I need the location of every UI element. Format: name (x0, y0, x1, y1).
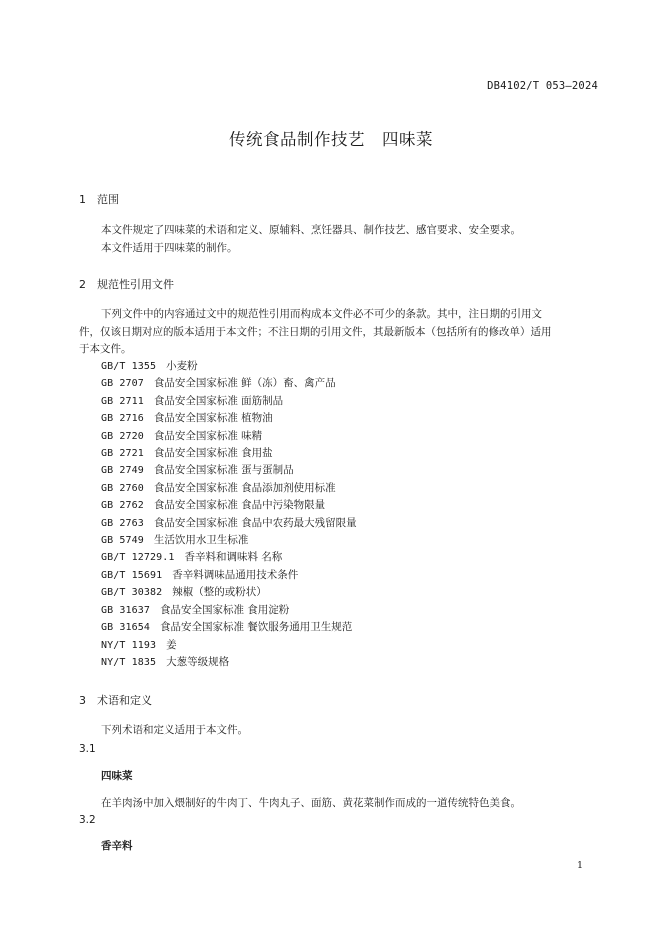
scope-paragraph (79, 222, 597, 257)
reference-title: 姜 (166, 638, 177, 651)
paragraph-line: 下列文件中的内容通过文中的规范性引用而构成本文件必不可少的条款。其中，注日期的引用文 (101, 308, 542, 320)
reference-code: GB 31637 (101, 604, 150, 616)
reference-title: 食品安全国家标准 鲜（冻）畜、禽产品 (153, 377, 336, 390)
section-heading-normative (79, 276, 174, 292)
reference-item (101, 567, 357, 584)
clause-number-3-2: 3.2 (79, 814, 96, 826)
reference-title: 食品安全国家标准 植物油 (153, 412, 273, 425)
section-number: 2 (79, 278, 86, 291)
reference-item (101, 637, 357, 654)
term-title-siweicai: 四味菜 (101, 770, 133, 782)
reference-code: GB 31654 (101, 622, 150, 634)
reference-item (101, 602, 357, 619)
terms-intro (79, 722, 597, 740)
reference-title: 食品安全国家标准 食用盐 (153, 447, 273, 460)
reference-title: 食品安全国家标准 蛋与蛋制品 (153, 464, 294, 477)
paragraph-line: 本文件规定了四味菜的术语和定义、原辅料、烹饪器具、制作技艺、感官要求、安全要求。 (101, 224, 521, 236)
normative-intro (79, 306, 597, 359)
reference-code: GB 2716 (101, 413, 144, 425)
reference-code: GB 2762 (101, 500, 144, 512)
term-definition: 在羊肉汤中加入煨制好的牛肉丁、牛肉丸子、面筋、黄花菜制作而成的一道传统特色美食。 (101, 797, 521, 809)
reference-code: GB 2749 (101, 465, 144, 477)
reference-title: 生活饮用水卫生标准 (153, 534, 249, 547)
reference-title: 食品安全国家标准 食品添加剂使用标准 (153, 481, 336, 494)
paragraph-line: 件，仅该日期对应的版本适用于本文件；不注日期的引用文件，其最新版本（包括所有的修改单）适用 (79, 325, 552, 338)
reference-title: 食品安全国家标准 餐饮服务通用卫生规范 (159, 621, 353, 634)
reference-item (101, 515, 357, 532)
reference-code: GB 2763 (101, 517, 144, 529)
reference-title: 食品安全国家标准 味精 (153, 429, 263, 442)
reference-item (101, 654, 357, 671)
reference-title: 辣椒（整的或粉状） (172, 586, 267, 599)
reference-item (101, 445, 357, 462)
reference-item (101, 619, 357, 636)
section-number: 3 (79, 694, 86, 707)
reference-item (101, 358, 357, 375)
reference-title: 小麦粉 (166, 360, 198, 372)
paragraph-line: 于本文件。 (79, 343, 132, 355)
reference-code: GB 5749 (101, 535, 144, 547)
reference-title: 香辛料调味品通用技术条件 (172, 568, 299, 581)
reference-item (101, 584, 357, 601)
document-code: DB4102/T 053—2024 (487, 80, 598, 92)
reference-code: GB 2707 (101, 378, 144, 390)
section-number: 1 (79, 193, 86, 206)
reference-title: 大葱等级规格 (166, 655, 230, 668)
reference-code: GB 2720 (101, 430, 144, 442)
reference-code: GB/T 1355 (101, 361, 157, 372)
reference-item (101, 532, 357, 549)
reference-item (101, 410, 357, 427)
paragraph-line: 下列术语和定义适用于本文件。 (101, 724, 248, 736)
reference-title: 香辛料和调味料 名称 (184, 551, 283, 564)
reference-item (101, 497, 357, 514)
document-title: 传统食品制作技艺 四味菜 (229, 130, 433, 149)
reference-item (101, 428, 357, 445)
section-title: 规范性引用文件 (97, 278, 174, 291)
reference-title: 食品安全国家标准 面筋制品 (153, 394, 284, 407)
clause-number-3-1: 3.1 (79, 743, 96, 755)
section-title: 术语和定义 (97, 694, 152, 707)
reference-title: 食品安全国家标准 食品中农药最大残留限量 (153, 516, 357, 529)
reference-title: 食品安全国家标准 食用淀粉 (159, 603, 290, 616)
section-title: 范围 (97, 193, 119, 206)
reference-code: GB 2711 (101, 395, 144, 407)
term-title-spices: 香辛料 (101, 840, 133, 852)
page-number: 1 (576, 860, 583, 871)
reference-item (101, 375, 357, 392)
reference-list (101, 358, 357, 671)
reference-item (101, 462, 357, 479)
reference-code: NY/T 1193 (101, 639, 157, 651)
reference-item (101, 549, 357, 566)
reference-title: 食品安全国家标准 食品中污染物限量 (153, 499, 326, 512)
reference-code: GB/T 30382 (101, 587, 163, 599)
section-heading-terms (79, 692, 152, 708)
reference-item (101, 480, 357, 497)
reference-code: GB/T 12729.1 (101, 552, 175, 564)
reference-code: GB 2721 (101, 448, 144, 460)
reference-item (101, 393, 357, 410)
reference-code: GB 2760 (101, 482, 144, 494)
section-heading-scope (79, 191, 119, 207)
paragraph-line: 本文件适用于四味菜的制作。 (101, 241, 238, 254)
reference-code: GB/T 15691 (101, 569, 163, 581)
reference-code: NY/T 1835 (101, 656, 157, 668)
